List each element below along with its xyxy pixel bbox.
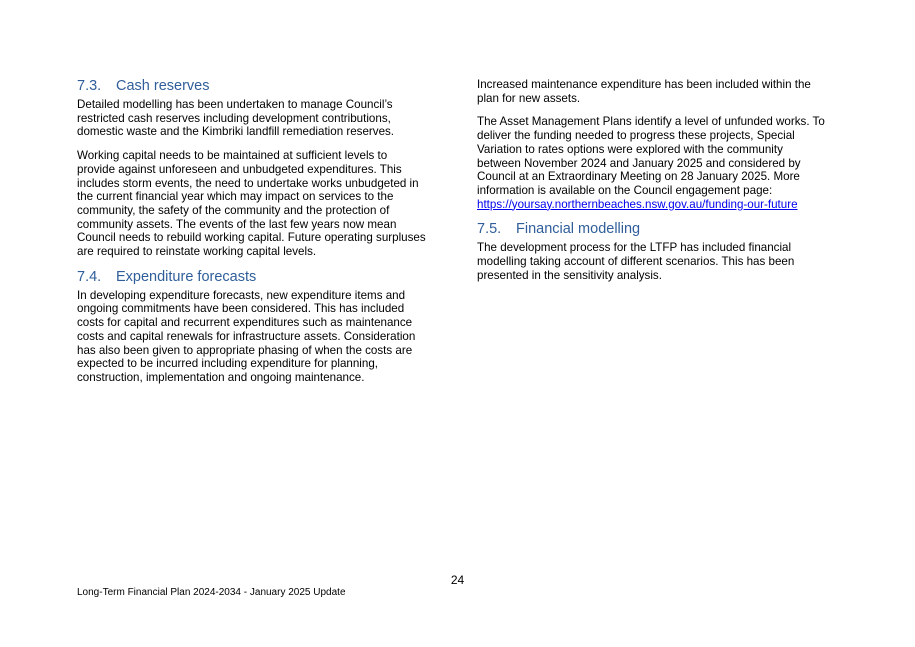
- text-line: plan for new assets.: [477, 91, 581, 105]
- section-number: 7.5.: [477, 221, 502, 238]
- text-line: includes storm events, the need to undertake works unbudgeted in: [77, 176, 419, 190]
- right-column: [477, 78, 852, 292]
- text-line: costs and capital renewals for infrastructure assets. Consideration: [77, 329, 416, 343]
- text-line: modelling taking account of different scenarios. This has been: [477, 255, 795, 269]
- text-line: The Asset Management Plans identify a level of unfunded works. To: [477, 115, 825, 129]
- cash-reserves-paragraph-1: [77, 98, 449, 139]
- text-line: Variation to rates options were explored with the community: [477, 142, 783, 156]
- asset-management-paragraph: [477, 115, 852, 211]
- text-line: are required to reinstate working capital levels.: [77, 245, 317, 259]
- maintenance-paragraph: [477, 78, 852, 105]
- text-line: provide against unforeseen and unbudgeted expenditures. This: [77, 162, 402, 176]
- left-column: [77, 78, 449, 395]
- text-line: information is available on the Council engagement page:: [477, 183, 773, 197]
- heading-expenditure-forecasts: [77, 269, 449, 286]
- text-line: Council needs to rebuild working capital. Future operating surpluses: [77, 231, 426, 245]
- cash-reserves-paragraph-2: [77, 149, 449, 259]
- text-line: the current financial year which may impact on services to the: [77, 190, 394, 204]
- page-number: 24: [450, 573, 465, 587]
- financial-modelling-paragraph: [477, 241, 852, 282]
- text-line: construction, implementation and ongoing maintenance.: [77, 370, 365, 384]
- text-line: has also been given to appropriate phasing of when the costs are: [77, 343, 413, 357]
- section-number: 7.4.: [77, 268, 102, 285]
- text-line: Increased maintenance expenditure has been included within the: [477, 78, 811, 91]
- heading-cash-reserves: [77, 78, 449, 95]
- text-line: costs for capital and recurrent expenditures such as maintenance: [77, 316, 413, 330]
- section-title: Financial modelling: [516, 221, 641, 238]
- text-line: Working capital needs to be maintained at sufficient levels to: [77, 149, 388, 163]
- text-line: Council at an Extraordinary Meeting on 28 January 2025. More: [477, 170, 800, 184]
- text-line: presented in the sensitivity analysis.: [477, 268, 662, 282]
- section-number: 7.3.: [77, 78, 102, 94]
- document-footer: Long-Term Financial Plan 2024-2034 - January 2025 Update: [77, 587, 346, 598]
- text-line: community assets. The events of the last few years now mean: [77, 217, 397, 231]
- text-line: deliver the funding needed to progress these projects, Special: [477, 129, 795, 143]
- expenditure-forecasts-paragraph: [77, 289, 449, 385]
- text-line: In developing expenditure forecasts, new expenditure items and: [77, 288, 406, 302]
- engagement-page-link[interactable]: https://yoursay.northernbeaches.nsw.gov.au/funding-our-future: [477, 197, 798, 211]
- text-line: between November 2024 and January 2025 and considered by: [477, 156, 801, 170]
- text-line: domestic waste and the Kimbriki landfill remediation reserves.: [77, 125, 395, 139]
- section-title: Expenditure forecasts: [116, 268, 257, 285]
- section-title: Cash reserves: [116, 78, 210, 94]
- text-line: The development process for the LTFP has included financial: [477, 241, 792, 255]
- text-line: community, the safety of the community and the protection of: [77, 203, 390, 217]
- text-line: Detailed modelling has been undertaken to manage Council’s: [77, 98, 393, 111]
- text-line: expected to be incurred including expenditure for planning,: [77, 357, 378, 371]
- text-line: ongoing commitments have been considered. This has included: [77, 302, 405, 316]
- heading-financial-modelling: [477, 221, 852, 238]
- text-line: restricted cash reserves including development contributions,: [77, 111, 391, 125]
